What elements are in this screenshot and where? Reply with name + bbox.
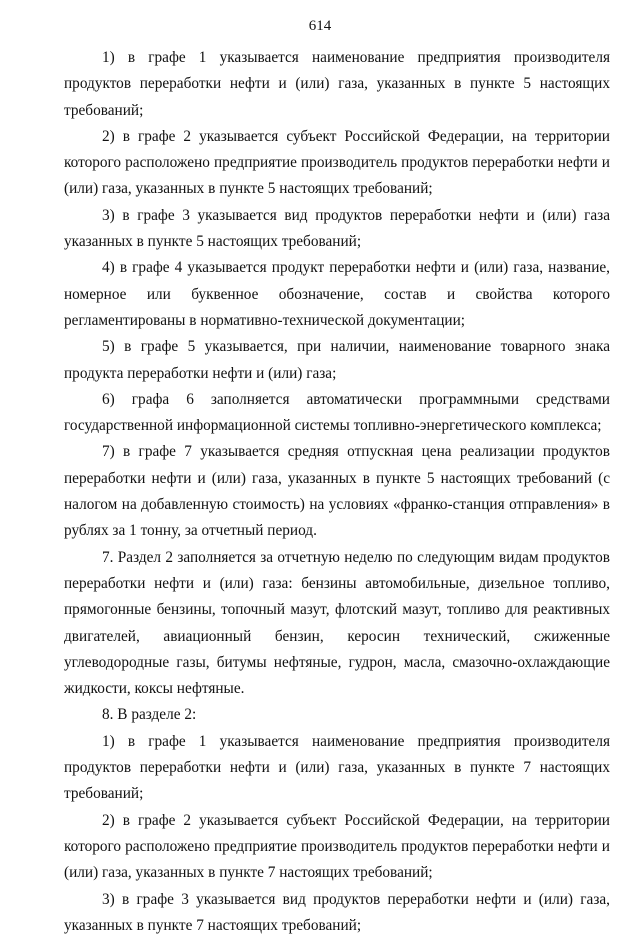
paragraph-item-5: 5) в графе 5 указывается, при наличии, наименование товарного знака продукта переработки нефти и (или) газа; bbox=[64, 334, 610, 387]
section-8-item-1: 1) в графе 1 указывается наименование предприятия производителя продуктов переработки нефти и (или) газа, указанных в пункте 7 настоящих требований; bbox=[64, 729, 610, 808]
paragraph-item-1: 1) в графе 1 указывается наименование предприятия производителя продуктов переработки нефти и (или) газа, указанных в пункте 5 настоящих требований; bbox=[64, 45, 610, 124]
document-body bbox=[64, 45, 610, 939]
paragraph-item-3: 3) в графе 3 указывается вид продуктов переработки нефти и (или) газа указанных в пункте 5 настоящих требований; bbox=[64, 203, 610, 256]
section-7-paragraph: 7. Раздел 2 заполняется за отчетную неделю по следующим видам продуктов переработки нефти и (или) газа: бензины автомобильные, дизельное топливо, прямогонные бензины, топочный мазут, флотский мазут, топливо для реактивных двигателей, авиационный бензин, керосин технический, сжиженные углеводородные газы, битумы нефтяные, гудрон, масла, смазочно-охлаждающие жидкости, коксы нефтяные. bbox=[64, 545, 610, 703]
section-8-item-2: 2) в графе 2 указывается субъект Российской Федерации, на территории которого расположено предприятие производитель продуктов переработки нефти и (или) газа, указанных в пункте 7 настоящих требований; bbox=[64, 808, 610, 887]
section-8-item-3: 3) в графе 3 указывается вид продуктов переработки нефти и (или) газа, указанных в пункте 7 настоящих требований; bbox=[64, 887, 610, 939]
paragraph-item-2: 2) в графе 2 указывается субъект Российской Федерации, на территории которого расположено предприятие производитель продуктов переработки нефти и (или) газа, указанных в пункте 5 настоящих требований; bbox=[64, 124, 610, 203]
paragraph-item-4: 4) в графе 4 указывается продукт переработки нефти и (или) газа, название, номерное или буквенное обозначение, состав и свойства которого регламентированы в нормативно-технической документации; bbox=[64, 255, 610, 334]
section-8-heading: 8. В разделе 2: bbox=[64, 702, 610, 728]
page-number: 614 bbox=[0, 18, 640, 35]
paragraph-item-6: 6) графа 6 заполняется автоматически программными средствами государственной информационной системы топливно-энергетического комплекса; bbox=[64, 387, 610, 440]
paragraph-item-7: 7) в графе 7 указывается средняя отпускная цена реализации продуктов переработки нефти и (или) газа, указанных в пункте 5 настоящих требований (с налогом на добавленную стоимость) на условиях «франко-станция отправления» в рублях за 1 тонну, за отчетный период. bbox=[64, 439, 610, 544]
